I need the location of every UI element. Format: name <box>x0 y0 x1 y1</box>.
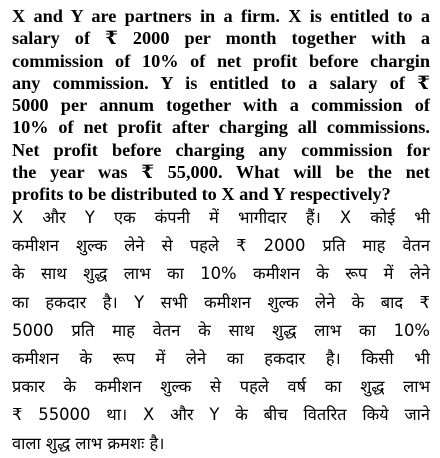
question-line-hi-6: कमीशन के रूप में लेने का हकदार है। किसी भी <box>12 349 430 369</box>
question-line-en-6: 10% of net profit after charging all commissions. <box>12 117 430 138</box>
question-line-hi-7: प्रकार के कमीशन शुल्क से पहले वर्ष का शुद्ध लाभ <box>12 377 430 397</box>
question-line-hi-1: X और Y एक कंपनी में भागीदार हैं। X कोई भी <box>12 208 430 227</box>
question-line-en-2: salary of ₹ 2000 per month together with a <box>12 28 430 49</box>
question-line-hi-4: का हकदार है। Y सभी कमीशन शुल्क लेने के बाद ₹ <box>12 292 430 312</box>
question-text-hindi <box>12 204 430 458</box>
question-line-en-9: profits to be distributed to X and Y respectively? <box>12 184 391 205</box>
question-line-hi-5: 5000 प्रति माह वेतन के साथ शुद्ध लाभ का 10% <box>12 320 430 340</box>
question-line-hi-2: कमीशन शुल्क लेने से पहले ₹ 2000 प्रति माह वेतन <box>12 236 430 256</box>
question-line-en-5: 5000 per annum together with a commission of <box>12 95 430 116</box>
question-line-en-3: commission of 10% of net profit before chargin <box>12 50 430 71</box>
question-line-en-7: Net profit before charging any commission for <box>12 139 430 160</box>
question-line-en-8: the year was ₹ 55,000. What will be the net <box>12 162 430 183</box>
question-line-hi-9: वाला शुद्ध लाभ क्रमशः है। <box>12 433 165 453</box>
question-line-hi-8: ₹ 55000 था। X और Y के बीच वितरित किये जाने <box>12 405 430 425</box>
question-line-en-1: X and Y are partners in a firm. X is entitled to a <box>12 6 430 26</box>
question-text-english <box>12 5 430 206</box>
question-line-hi-3: के साथ शुद्ध लाभ का 10% कमीशन के रूप में लेने <box>12 264 430 284</box>
question-line-en-4: any commission. Y is entitled to a salary of ₹ <box>12 72 430 93</box>
